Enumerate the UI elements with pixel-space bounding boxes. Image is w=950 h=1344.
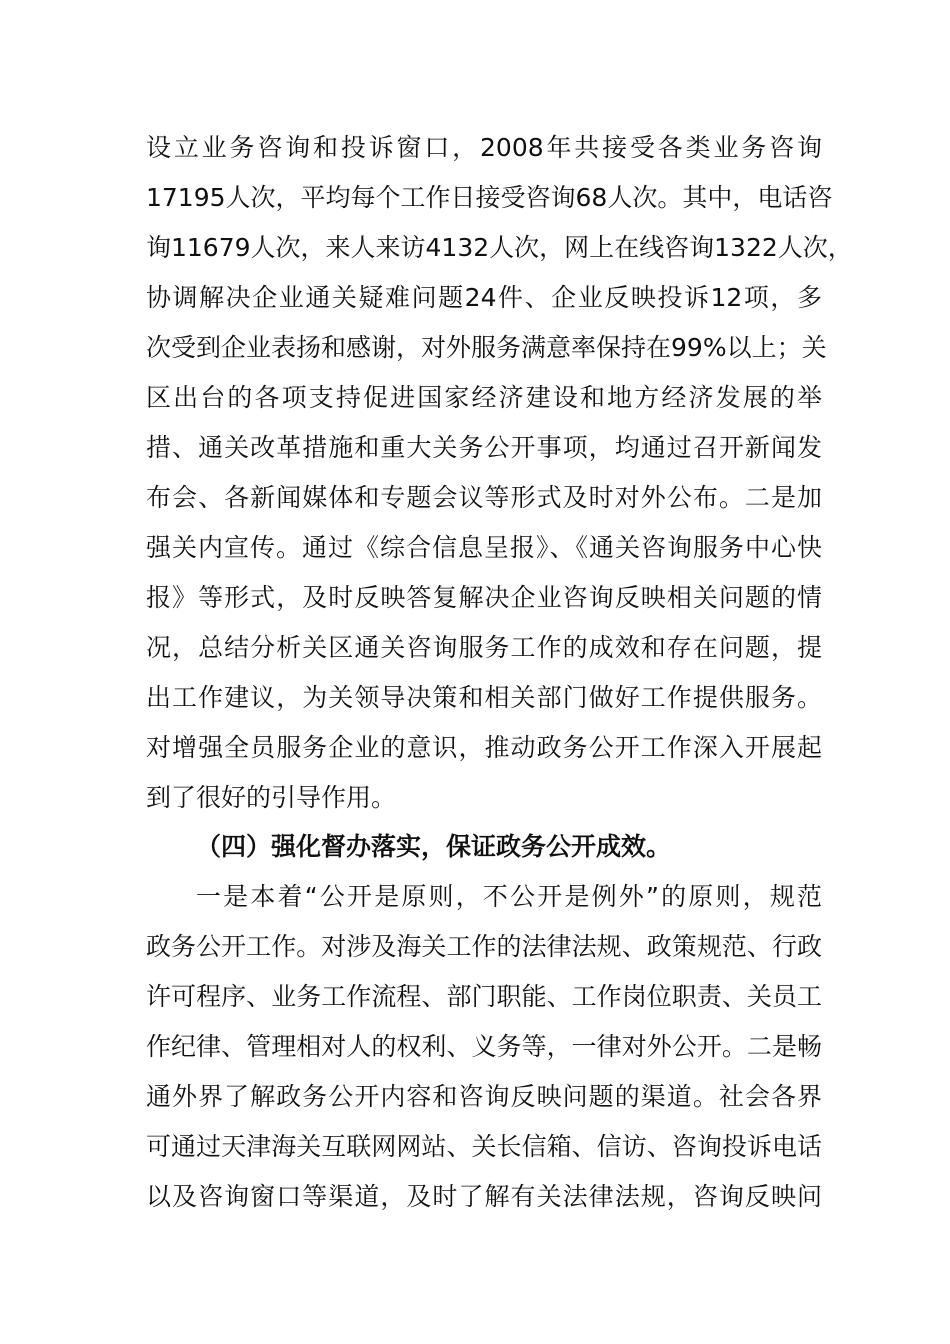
paragraph-line: 一是本着“公开是原则，不公开是例外”的原则，规范 [196,882,822,911]
paragraph-line: 设立业务咨询和投诉窗口，2008年共接受各类业务咨询 [146,133,822,162]
paragraph-line: 作纪律、管理相对人的权利、义务等，一律对外公开。二是畅 [146,1032,822,1061]
paragraph-line: 次受到企业表扬和感谢，对外服务满意率保持在99%以上；关 [146,333,827,362]
paragraph-line: 17195人次，平均每个工作日接受咨询68人次。其中，电话咨 [146,183,833,212]
paragraph-line: 协调解决企业通关疑难问题24件、企业反映投诉12项，多 [146,283,822,312]
paragraph-line: 对增强全员服务企业的意识，推动政务公开工作深入开展起 [146,733,822,762]
paragraph-line: 强关内宣传。通过《综合信息呈报》、《通关咨询服务中心快 [146,533,822,562]
paragraph-line: 到了很好的引导作用。 [146,783,397,812]
paragraph-line: 通外界了解政务公开内容和咨询反映问题的渠道。社会各界 [146,1082,822,1111]
paragraph-line: 况，总结分析关区通关咨询服务工作的成效和存在问题，提 [146,633,822,662]
paragraph-line: 许可程序、业务工作流程、部门职能、工作岗位职责、关员工 [146,982,822,1011]
paragraph-line: 可通过天津海关互联网网站、关长信箱、信访、咨询投诉电话 [146,1132,822,1161]
paragraph-line: 以及咨询窗口等渠道，及时了解有关法律法规，咨询反映问 [146,1182,822,1211]
paragraph-line: 报》等形式，及时反映答复解决企业咨询反映相关问题的情 [146,583,822,612]
paragraph-line: 询11679人次，来人来访4132人次，网上在线咨询1322人次， [146,233,853,262]
paragraph-line: 布会、各新闻媒体和专题会议等形式及时对外公布。二是加 [146,483,822,512]
section-heading: （四）强化督办落实，保证政务公开成效。 [196,832,672,861]
paragraph-line: 措、通关改革措施和重大关务公开事项，均通过召开新闻发 [146,433,822,462]
paragraph-line: 政务公开工作。对涉及海关工作的法律法规、政策规范、行政 [146,932,822,961]
paragraph-line: 出工作建议，为关领导决策和相关部门做好工作提供服务。 [146,683,822,712]
paragraph-line: 区出台的各项支持促进国家经济建设和地方经济发展的举 [146,383,822,412]
